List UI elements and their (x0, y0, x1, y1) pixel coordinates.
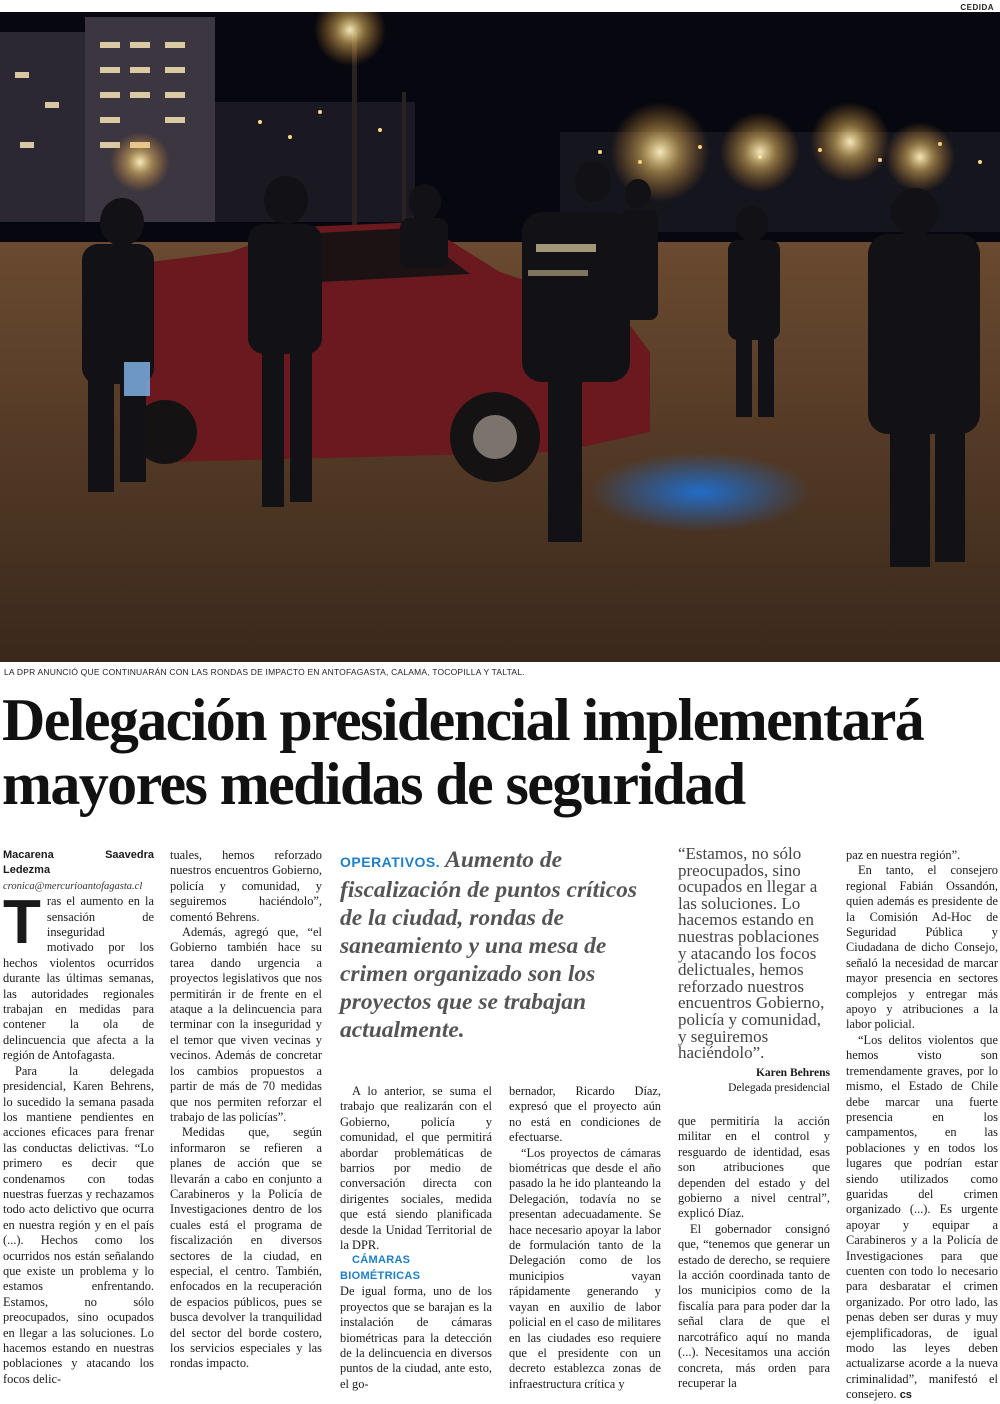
pull-quote (340, 846, 658, 1044)
dropcap: T (3, 888, 41, 958)
paragraph: que permitiría la acción militar en el control y resguardo de identidad, esas son atribuciones que dependen del estado y del gobierno a nivel central”, explicó Díaz. (678, 1114, 830, 1221)
paragraph: Además, agregó que, “el Gobierno también hace su tarea dando urgencia a proyectos legislativos que nos permitirán ir de frente en el ataque a la delincuencia para terminar con la inseguridad y el temor que viven vecinas y vecinos. Además de concretar los cambios propuestos a partir de más de 70 medidas que nos permiten reforzar el trabajo de las policías”. (170, 925, 322, 1124)
lead-text: ras el aumento en la sensación de inseguridad motivado por los hechos violentos ocurridos durante las últimas semanas, las autoridades regionales trabajan en medidas para contener la ola de delincuencia que afecta a la región de Antofagasta. (3, 894, 154, 1063)
subhead: CÁMARAS BIOMÉTRICAS (340, 1254, 421, 1282)
paragraph: En tanto, el consejero regional Fabián Ossandón, quien además es presidente de la Comisión Ad-Hoc de Seguridad Pública y Ciudadana de dicho Consejo, señaló la necesidad de marcar mayor presencia en sectores complejos y entregar más apoyo y atribuciones a la labor policial. (846, 863, 998, 1032)
photo-caption: LA DPR ANUNCIÓ QUE CONTINUARÁN CON LAS RONDAS DE IMPACTO EN ANTOFAGASTA, CALAMA, TOCOPILLA Y TALTAL. (4, 667, 525, 677)
photo-credit: CEDIDA (960, 3, 994, 12)
column-1 (3, 848, 154, 1387)
quote-source (678, 1066, 830, 1096)
paragraph: De igual forma, uno de los proyectos que se barajan es la instalación de cámaras biométricas para la detección de la delincuencia en diversos puntos de la ciudad, ante esto, el go- (340, 1284, 492, 1391)
headline-line-1: Delegación presidencial implementará (2, 687, 924, 753)
column-6 (846, 848, 998, 1404)
pull-quote-label: OPERATIVOS. (340, 854, 441, 870)
quote-box: “Estamos, no sólo preocupados, sino ocupados en llegar a las soluciones. Lo hacemos estando en nuestras poblaciones y atacando los focos delictuales, hemos reforzado nuestros encuentros Gobierno, policía y comunidad, y seguiremos haciéndolo”. (678, 844, 825, 1063)
end-mark-icon: cs (899, 1389, 912, 1402)
paragraph: tuales, hemos reforzado nuestros encuentros Gobierno, policía y comunidad, y seguiremos haciéndolo”, comentó Behrens. (170, 848, 322, 924)
quote-name: Karen Behrens (755, 1067, 830, 1079)
quote-role: Delegada presidencial (728, 1082, 830, 1094)
byline: Macarena Saavedra Ledezma (3, 849, 154, 877)
lead-paragraph (3, 888, 154, 1063)
news-photo (0, 12, 1000, 662)
author-email: cronica@mercurioantofagasta.cl (3, 880, 143, 892)
column-2 (170, 848, 322, 1372)
paragraph: El gobernador consignó que, “tenemos que generar un estado de derecho, se requiere la acción coordinada tanto de los municipios como de la fiscalía para para poder dar la señal clara de que el narcotráfico aquí no manda (...). Necesitamos una acción concreta, más orden para recuperar la (678, 1221, 830, 1390)
headline-line-2: mayores medidas de seguridad (2, 751, 745, 817)
night-scene-illustration (0, 12, 1000, 662)
headline (2, 688, 998, 816)
paragraph-text: “Los delitos violentos que hemos visto son tremendamente graves, por lo mismo, el Estado de Chile debe marcar una fuerte presencia en los campamentos, en las poblaciones y en todos los lugares que podrían estar siendo utilizados como guaridas del crimen organizado (...). Es urgente apoyar y equipar a Carabineros y a la Policía de Investigaciones para que cuenten con todo lo necesario para desbaratar el crimen organizado. Por otro lado, las penas deben ser duras y muy ejemplificadoras, de igual modo las leyes deben actualizarse acorde a la nueva criminalidad”, manifestó el consejero. (846, 1032, 998, 1402)
pull-quote-text: Aumento de fiscalización de puntos críticos de la ciudad, rondas de saneamiento y una mesa de crimen organizado son los proyectos que se trabajan actualmente. (340, 847, 638, 1043)
column-3 (340, 1084, 492, 1392)
paragraph (846, 1033, 998, 1404)
paragraph: “Los proyectos de cámaras biométricas que desde el año pasado la he ido planteando la Delegación, todavía no se presentan adecuadamente. Se hace necesario apoyar la labor de formulación tanto de la Delegación como de los municipios vayan rápidamente generando y vayan en auxilio de labor policial en el caso de militares en las ciudades eso requiere que el presidente con un decreto establezca zonas de infraestructura crítica y (509, 1145, 661, 1391)
paragraph: A lo anterior, se suma el trabajo que realizarán con el Gobierno, policía y comunidad, el que permitirá abordar problemáticas de barrios por medio de conversación directa con dirigentes sociales, medida que está siendo planificada desde la Unidad Territorial de la DPR. (340, 1084, 492, 1253)
column-4 (509, 1084, 661, 1392)
paragraph: paz en nuestra región”. (846, 848, 961, 862)
paragraph: Medidas que, según informaron se refieren a planes de acción que se llevarán a cabo en conjunto a Carabineros y la Policía de Investigaciones dentro de los cuales está el programa de fiscalización en diversos sectores de la ciudad, en especial, el centro. También, enfocados en la recuperación de espacios públicos, pues se busca devolver la tranquilidad del sector del borde costero, los servicios especiales y las rondas impacto. (170, 1125, 322, 1371)
paragraph: Para la delegada presidencial, Karen Behrens, lo sucedido la semana pasada los mantiene pendientes en acciones eficaces para frenar las conductas delictivas. “Lo primero es decir que condenamos con todas nuestras fuerzas y rechazamos todo acto delictivo que ocurra en nuestra región y en el país (...). Hechos como los ocurridos nos están señalando que existe un problema y lo estamos enfrentando. Estamos, no sólo preocupados, sino ocupados en llegar a las soluciones. Lo hacemos estando en nuestras poblaciones y atacando los focos delic- (3, 1063, 154, 1386)
paragraph: bernador, Ricardo Díaz, expresó que el proyecto aún no está en condiciones de efectuarse. (509, 1084, 661, 1145)
column-5 (678, 1114, 830, 1391)
